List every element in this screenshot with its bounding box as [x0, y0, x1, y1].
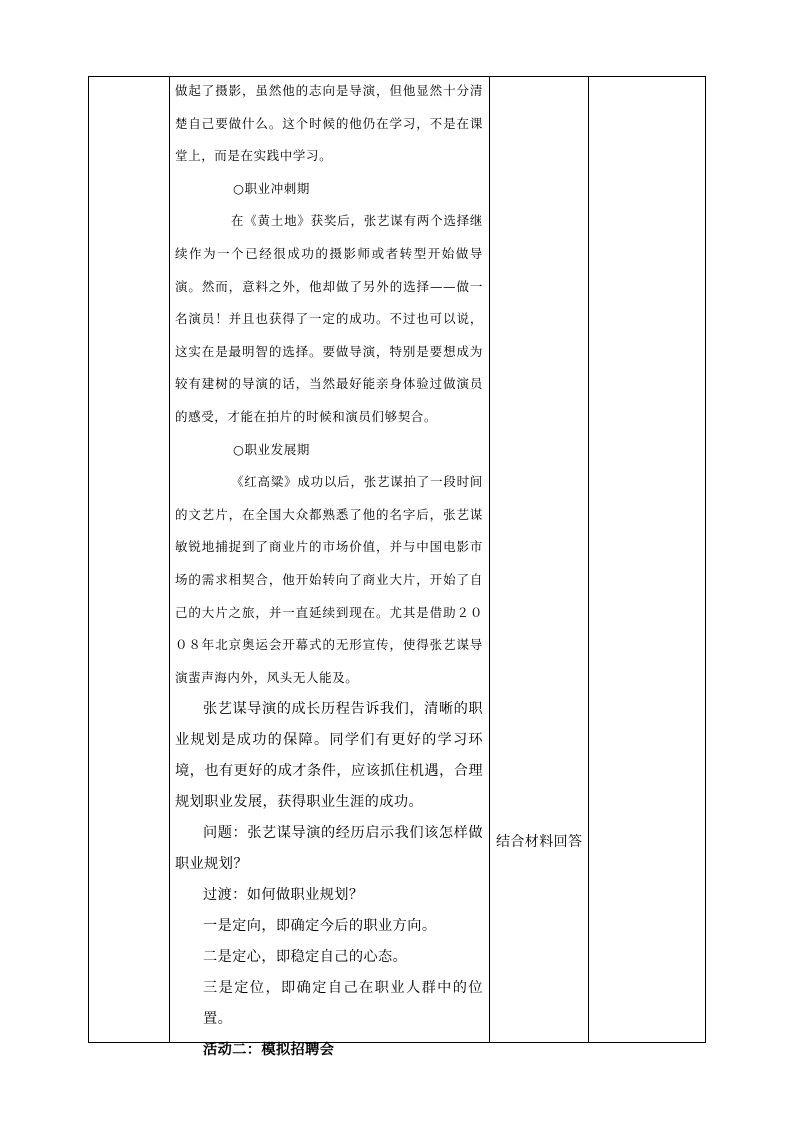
teaching-content-cell	[171, 77, 489, 1059]
point-mindset: 二是定心，即稳定自己的心态。	[203, 949, 408, 966]
student-activity-cell	[490, 77, 588, 1042]
activity-title: 活动二：模拟招聘会	[203, 1042, 335, 1059]
transition-text: 过渡：如何做职业规划？	[203, 887, 364, 904]
section-title-sprint: ○职业冲刺期	[233, 180, 311, 196]
lesson-plan-table	[88, 76, 706, 1059]
summary-paragraph: 张艺谋导演的成长历程告诉我们，清晰的职业规划是成功的保障。同学们有更好的学习环境，也有更好的成才条件，应该抓住机遇，合理规划职业发展，获得职业生涯的成功。	[175, 701, 483, 811]
case-paragraph-3: 《红高粱》成功以后，张艺谋拍了一段时间的文艺片，在全国大众都熟悉了他的名字后，张艺谋敏锐地捕捉到了商业片的市场价值，并与中国电影市场的需求相契合，他开始转向了商业大片，开始了自己的大片之旅，并一直延续到现在。尤其是借助２００８年北京奥运会开幕式的无形宣传，使得张艺谋导演蜚声海内外，风头无人能及。	[175, 474, 483, 685]
point-position: 三是定位，即确定自己在职业人群中的位置。	[203, 980, 483, 1028]
point-orientation: 一是定向，即确定今后的职业方向。	[203, 918, 437, 935]
case-paragraph-1: 做起了摄影，虽然他的志向是导演，但他显然十分清楚自己要做什么。这个时候的他仍在学习，不是在课堂上，而是在实践中学习。	[175, 83, 483, 164]
question-text: 问题：张艺谋导演的经历启示我们该怎样做职业规划？	[175, 825, 483, 873]
section-title-development: ○职业发展期	[233, 441, 311, 457]
answer-note: 结合材料回答	[496, 834, 583, 850]
column-divider	[169, 77, 170, 1042]
column-divider	[588, 77, 589, 1042]
case-paragraph-2: 在《黄土地》获奖后，张艺谋有两个选择继续作为一个已经很成功的摄影师或者转型开始做导演。然而，意料之外，他却做了另外的选择——做一名演员！并且也获得了一定的成功。不过也可以说，这实在是最明智的选择。要做导演，特别是要想成为较有建树的导演的话，当然最好能亲身体验过做演员的感受，才能在拍片的时候和演员们够契合。	[175, 213, 483, 424]
